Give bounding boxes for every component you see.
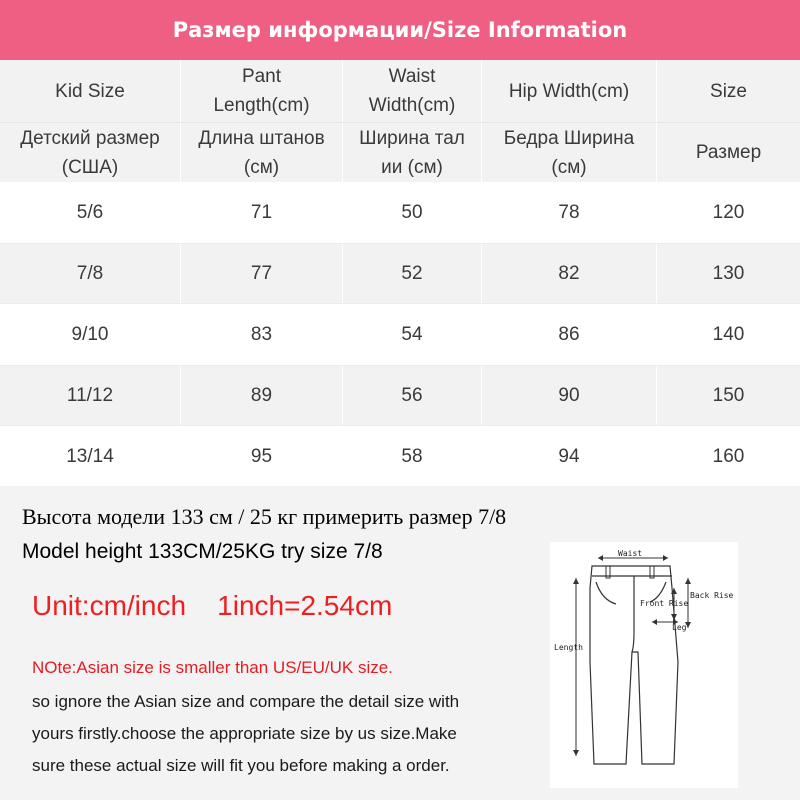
unit-info: Unit:cm/inch 1inch=2.54cm xyxy=(32,590,393,621)
header-size: Size xyxy=(710,80,747,102)
cell-waist-width: 58 xyxy=(343,426,482,487)
cell-hip-width: 78 xyxy=(482,182,657,243)
cell-waist-width: 56 xyxy=(343,366,482,425)
cell-kid-size: 9/10 xyxy=(0,304,181,365)
header-waist-width: Waist Width(cm) xyxy=(343,60,482,122)
cell-kid-size: 7/8 xyxy=(0,244,181,303)
table-row xyxy=(0,182,800,243)
label-front-rise: Front Rise xyxy=(640,599,689,608)
cell-waist-width: 54 xyxy=(343,304,482,365)
size-table xyxy=(0,60,800,487)
note-line: yours firstly.choose the appropriate size by us size.Make xyxy=(32,724,457,743)
cell-hip-width: 82 xyxy=(482,244,657,303)
table-header-en xyxy=(0,60,800,122)
label-leg: Leg xyxy=(672,623,687,632)
cell-kid-size: 11/12 xyxy=(0,366,181,425)
waist-arrow-head-right xyxy=(663,555,668,561)
table-row xyxy=(0,426,800,487)
model-info-en: Model height 133CM/25KG try size 7/8 xyxy=(22,540,383,563)
table-header-ru xyxy=(0,122,800,182)
header-waist-width-ru: Ширина тал ии (см) xyxy=(343,123,482,182)
pants-measurement-diagram xyxy=(550,542,738,788)
leg-arrow-head-left xyxy=(652,619,657,625)
back-rise-arrow-head-top xyxy=(685,578,691,584)
length-arrow-head-bottom xyxy=(573,750,579,756)
header-kid-size-ru: Детский размер (США) xyxy=(0,123,181,182)
header-pant-length: Pant Length(cm) xyxy=(181,60,343,122)
header-size-ru: Размер xyxy=(695,142,762,163)
label-length: Length xyxy=(554,643,583,652)
cell-size: 120 xyxy=(712,202,745,223)
header-hip-width: Hip Width(cm) xyxy=(482,60,657,122)
model-info-ru: Высота модели 133 см / 25 кг примерить размер 7/8 xyxy=(22,504,507,529)
header-hip-width-ru: Бедра Ширина (см) xyxy=(482,123,657,182)
cell-size: 130 xyxy=(712,263,745,284)
asian-size-note: NOte:Asian size is smaller than US/EU/UK size. xyxy=(32,658,393,677)
cell-pant-length: 83 xyxy=(181,304,343,365)
cell-waist-width: 50 xyxy=(343,182,482,243)
waist-arrow-head-left xyxy=(598,555,603,561)
cell-pant-length: 89 xyxy=(181,366,343,425)
table-row xyxy=(0,304,800,365)
cell-size: 160 xyxy=(712,446,745,467)
header-pant-length-ru: Длина штанов (см) xyxy=(181,123,343,182)
page-title: Размер информации/Size Information xyxy=(172,18,628,42)
length-arrow-head-top xyxy=(573,578,579,584)
cell-hip-width: 86 xyxy=(482,304,657,365)
front-rise-arrow-head-bottom xyxy=(671,614,677,620)
cell-pant-length: 71 xyxy=(181,182,343,243)
cell-waist-width: 52 xyxy=(343,244,482,303)
table-row xyxy=(0,243,800,304)
pants-diagram-svg xyxy=(550,542,738,788)
table-row xyxy=(0,365,800,426)
cell-size: 150 xyxy=(712,385,745,406)
cell-pant-length: 95 xyxy=(181,426,343,487)
cell-hip-width: 90 xyxy=(482,366,657,425)
cell-kid-size: 13/14 xyxy=(0,426,181,487)
label-waist: Waist xyxy=(618,549,643,558)
cell-kid-size: 5/6 xyxy=(0,182,181,243)
note-line: sure these actual size will fit you before making a order. xyxy=(32,756,450,775)
pants-outline xyxy=(590,566,678,764)
label-back-rise: Back Rise xyxy=(690,591,734,600)
cell-pant-length: 77 xyxy=(181,244,343,303)
header-banner xyxy=(0,0,800,60)
cell-size: 140 xyxy=(712,324,745,345)
cell-hip-width: 94 xyxy=(482,426,657,487)
note-line: so ignore the Asian size and compare the detail size with xyxy=(32,692,460,711)
header-kid-size: Kid Size xyxy=(0,60,181,122)
